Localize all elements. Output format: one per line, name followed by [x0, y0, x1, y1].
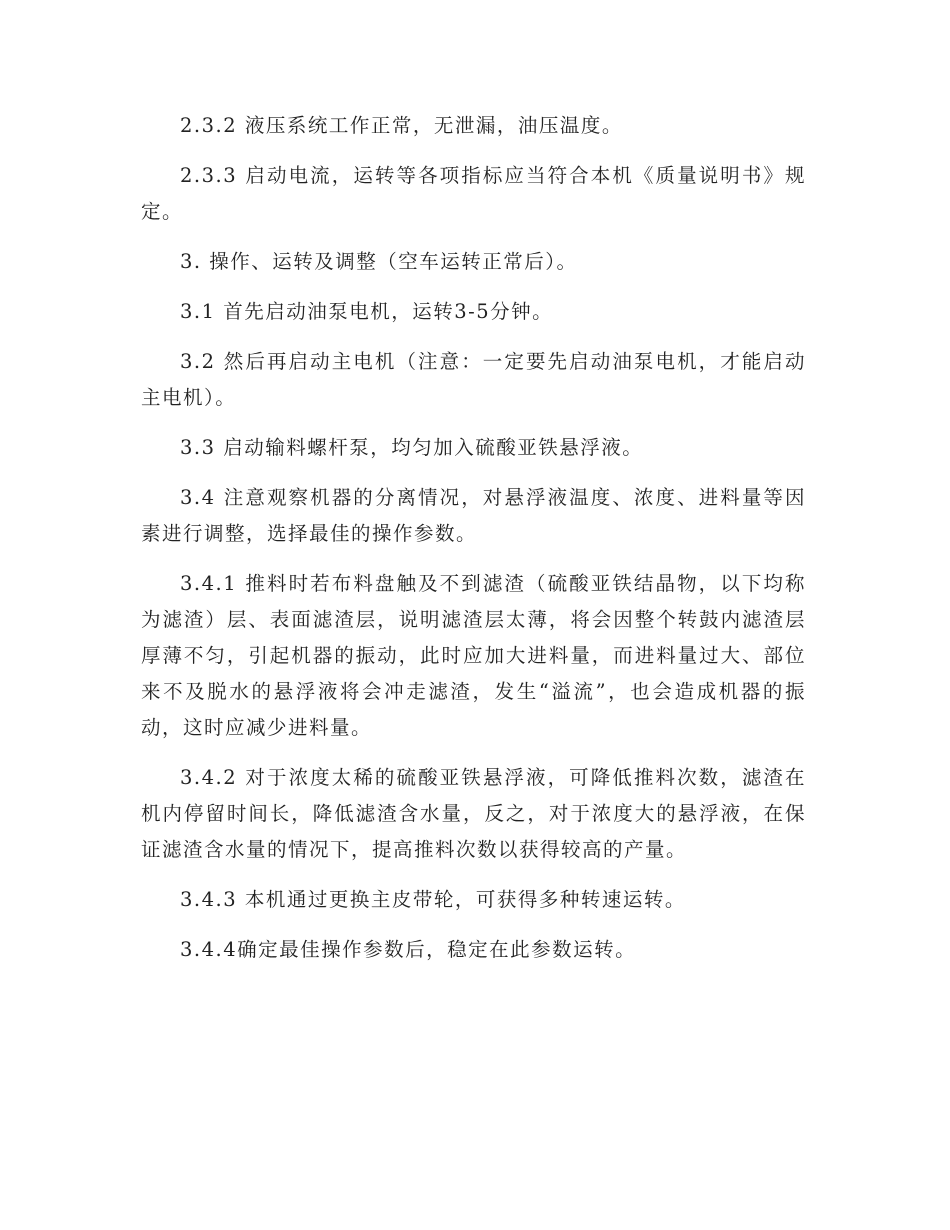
paragraph-3-4-2: 3.4.2 对于浓度太稀的硫酸亚铁悬浮液，可降低推料次数，滤渣在机内停留时间长，降低滤渣含水量，反之，对于浓度大的悬浮液，在保证滤渣含水量的情况下，提高推料次数以获得较高的产量。	[141, 766, 806, 861]
paragraph-3-4-1: 3.4.1 推料时若布料盘触及不到滤渣（硫酸亚铁结晶物，以下均称为滤渣）层、表面滤渣层，说明滤渣层太薄，将会因整个转鼓内滤渣层厚薄不匀，引起机器的振动，此时应加大进料量，而进料量过大、部位来不及脱水的悬浮液将会冲走滤渣，发生“溢流”，也会造成机器的振动，这时应减少进料量。	[141, 572, 806, 739]
paragraph-3-2: 3.2 然后再启动主电机（注意：一定要先启动油泵电机，才能启动主电机）。	[141, 350, 806, 409]
paragraph-3-4-3: 3.4.3 本机通过更换主皮带轮，可获得多种转速运转。	[180, 888, 686, 911]
paragraph-3-4-4: 3.4.4确定最佳操作参数后，稳定在此参数运转。	[180, 938, 637, 961]
paragraph-3-3: 3.3 启动输料螺杆泵，均匀加入硫酸亚铁悬浮液。	[180, 436, 644, 459]
document-body	[141, 108, 806, 982]
paragraph-2-3-3: 2.3.3 启动电流，运转等各项指标应当符合本机《质量说明书》规定。	[141, 164, 806, 223]
paragraph-3: 3. 操作、运转及调整（空车运转正常后）。	[180, 250, 578, 273]
paragraph-3-4: 3.4 注意观察机器的分离情况，对悬浮液温度、浓度、进料量等因素进行调整，选择最佳的操作参数。	[141, 486, 806, 545]
paragraph-3-1: 3.1 首先启动油泵电机，运转3-5分钟。	[180, 300, 554, 323]
paragraph-2-3-2: 2.3.2 液压系统工作正常，无泄漏，油压温度。	[180, 114, 623, 137]
